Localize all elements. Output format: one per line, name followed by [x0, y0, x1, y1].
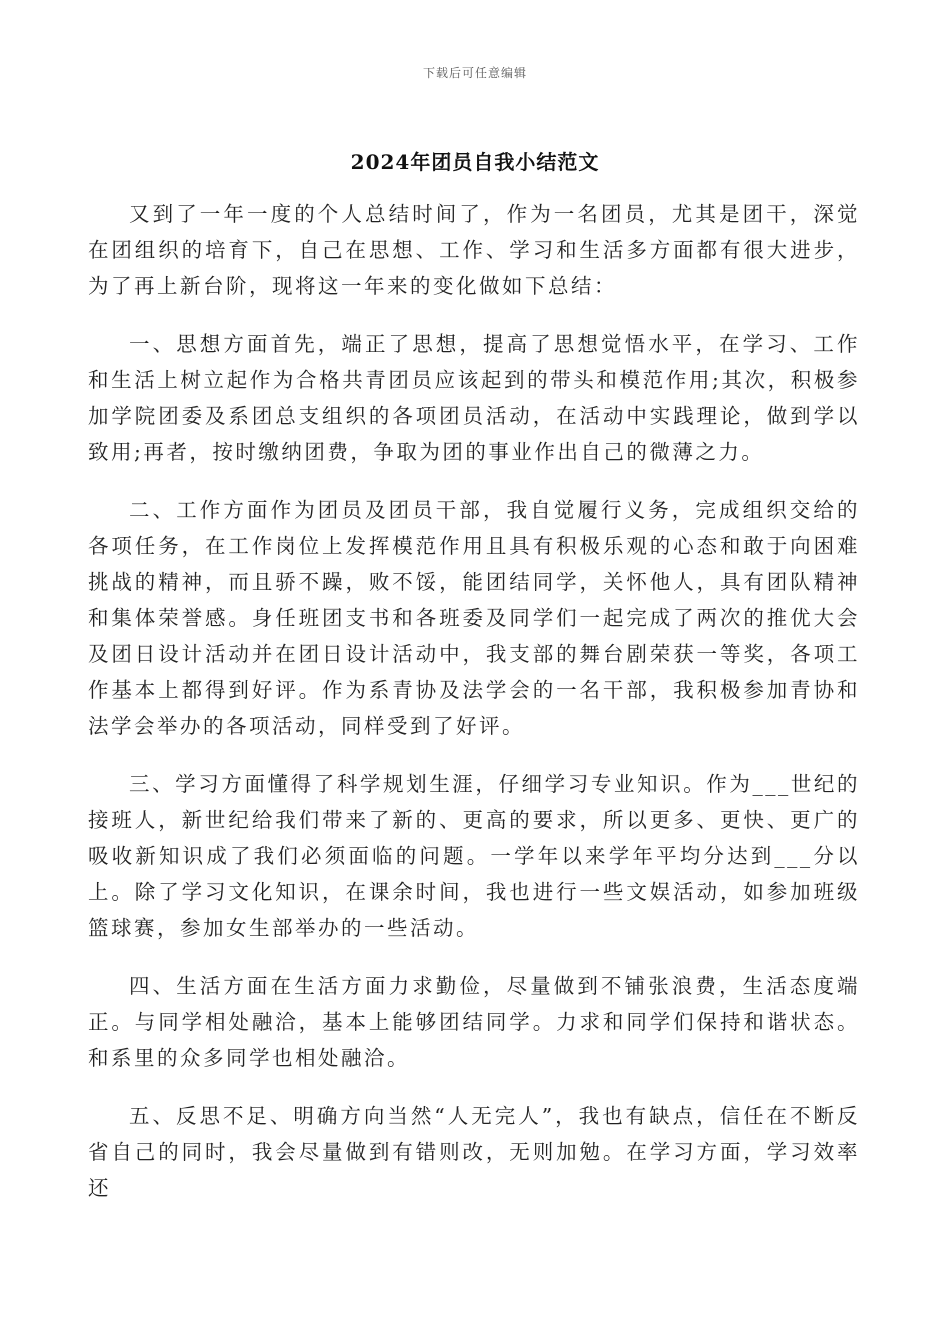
section-study-paragraph: 三、学习方面懂得了科学规划生涯，仔细学习专业知识。作为___世纪的接班人，新世纪给我们带来了新的、更高的要求，所以更多、更快、更广的吸收新知识成了我们必须面临的问题。一学年以来学年平均分达到___分以上。除了学习文化知识，在课余时间，我也进行一些文娱活动，如参加班级篮球赛，参加女生部举办的一些活动。 — [88, 772, 860, 940]
document-title: 2024年团员自我小结范文 — [350, 150, 600, 174]
header-note: 下载后可任意编辑 — [422, 66, 527, 80]
section-work-paragraph: 二、工作方面作为团员及团员干部，我自觉履行义务，完成组织交给的各项任务，在工作岗位上发挥模范作用且具有积极乐观的心态和敢于向困难挑战的精神，而且骄不躁，败不馁，能团结同学，关怀他人，具有团队精神和集体荣誉感。身任班团支书和各班委及同学们一起完成了两次的推优大会及团日设计活动并在团日设计活动中，我支部的舞台剧荣获一等奖，各项工作基本上都得到好评。作为系青协及法学会的一名干部，我积极参加青协和法学会举办的各项活动，同样受到了好评。 — [88, 498, 860, 738]
intro-paragraph: 又到了一年一度的个人总结时间了，作为一名团员，尤其是团干，深觉在团组织的培育下，自己在思想、工作、学习和生活多方面都有很大进步，为了再上新台阶，现将这一年来的变化做如下总结： — [88, 202, 860, 298]
section-life-paragraph: 四、生活方面在生活方面力求勤俭，尽量做到不铺张浪费，生活态度端正。与同学相处融洽，基本上能够团结同学。力求和同学们保持和谐状态。和系里的众多同学也相处融洽。 — [88, 974, 860, 1070]
section-thought-paragraph: 一、思想方面首先，端正了思想，提高了思想觉悟水平，在学习、工作和生活上树立起作为合格共青团员应该起到的带头和模范作用;其次，积极参加学院团委及系团总支组织的各项团员活动，在活动中实践理论，做到学以致用;再者，按时缴纳团费，争取为团的事业作出自己的微薄之力。 — [88, 332, 860, 464]
section-reflection-paragraph: 五、反思不足、明确方向当然“人无完人”，我也有缺点，信任在不断反省自己的同时，我会尽量做到有错则改，无则加勉。在学习方面，学习效率还 — [88, 1104, 860, 1200]
document-body — [88, 196, 860, 1228]
